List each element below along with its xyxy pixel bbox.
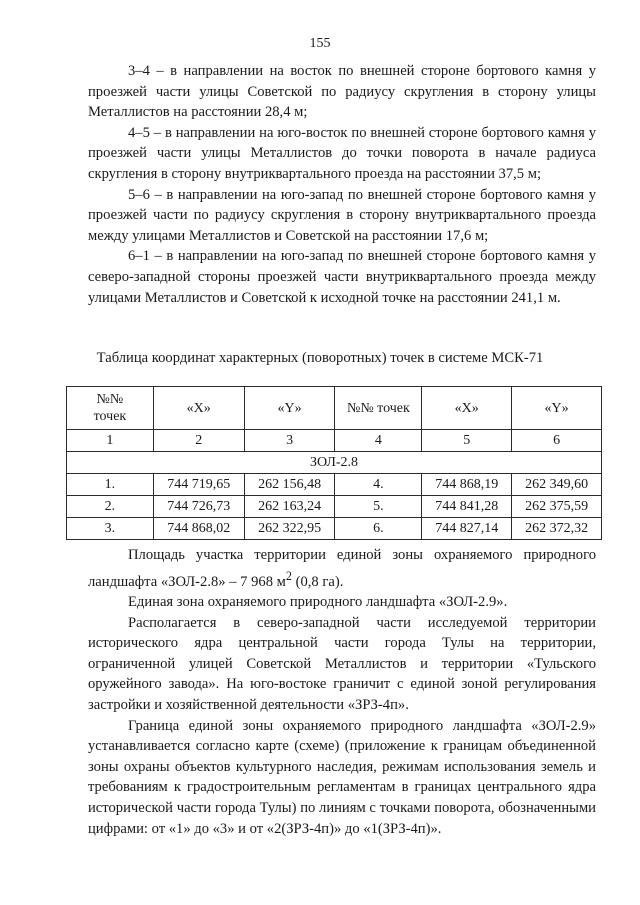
table-cell: 262 322,95	[244, 518, 335, 540]
table-cell: 744 868,02	[153, 518, 244, 540]
table-caption: Таблица координат характерных (поворотных) точек в системе МСК-71	[96, 350, 544, 366]
table-cell: 262 156,48	[244, 474, 335, 496]
page-number: 155	[309, 36, 331, 51]
table-cell: 262 372,32	[512, 518, 602, 540]
table-cell: 4.	[335, 474, 422, 496]
zone-row	[67, 452, 602, 474]
header-point-number-2: №№ точек	[335, 387, 422, 430]
header-point-number: №№ точек	[67, 387, 154, 430]
paragraph-segment-5-6: 5–6 – в направлении на юго-запад по внешней стороне бортового камня у проезжей части по радиусу скругления в сторону внутриквартального проезда между улицами Металлистов и Советской на расстоянии 17,6 м;	[88, 186, 596, 244]
column-number: 4	[335, 430, 422, 452]
column-number: 1	[67, 430, 154, 452]
boundary-description	[88, 61, 596, 308]
table-cell: 262 349,60	[512, 474, 602, 496]
column-number: 6	[512, 430, 602, 452]
header-y: «Y»	[244, 387, 335, 430]
header-x-2: «X»	[422, 387, 512, 430]
boundary-paragraph: Граница единой зоны охраняемого природного ландшафта «ЗОЛ-2.9» устанавливается согласно карте (схеме) (приложение к границам объединенной зоны охраны объектов культурного наследия, режимам использования земель и требованиям к градостроительным регламентам в границах центрального ядра исторической части города Тулы) по линиям с точками поворота, обозначенными цифрами: от «1» до «3» и от «2(ЗРЗ-4п)» до «1(ЗРЗ-4п)».	[88, 717, 596, 837]
table-cell: 744 827,14	[422, 518, 512, 540]
table-cell: 262 375,59	[512, 496, 602, 518]
table-cell: 5.	[335, 496, 422, 518]
paragraph-segment-4-5: 4–5 – в направлении на юго-восток по внешней стороне бортового камня у проезжей части улицы Металлистов до точки поворота в начале радиуса скругления в сторону внутриквартального проезда на расстоянии 37,5 м;	[88, 124, 596, 182]
table-cell: 744 841,28	[422, 496, 512, 518]
table-row	[67, 518, 602, 540]
table-cell: 744 719,65	[153, 474, 244, 496]
zone-description	[88, 545, 596, 839]
area-paragraph: Площадь участка территории единой зоны охраняемого природного ландшафта «ЗОЛ-2.8» – 7 968 $м^2$ (0,8 га).	[88, 547, 596, 590]
header-x: «X»	[153, 387, 244, 430]
table-cell: 744 726,73	[153, 496, 244, 518]
table-cell: 262 163,24	[244, 496, 335, 518]
paragraph-segment-6-1: 6–1 – в направлении на юго-запад по внешней стороне бортового камня у северо-западной стороны проезжей части внутриквартального проезда между улицами Металлистов и Советской к исходной точке на расстоянии 241,1 м.	[88, 248, 596, 306]
location-paragraph: Располагается в северо-западной части исследуемой территории исторического ядра центральной части города Тулы на территории, ограниченной улицей Советской Металлистов и территории «Тульского оружейного завода». На юго-востоке граничит с единой зоной регулирования застройки и хозяйственной деятельности «ЗРЗ-4п».	[88, 614, 596, 714]
table-cell: 744 868,19	[422, 474, 512, 496]
table-cell: 3.	[67, 518, 154, 540]
column-number: 3	[244, 430, 335, 452]
column-numbers-row	[67, 430, 602, 452]
paragraph-segment-3-4: 3–4 – в направлении на восток по внешней стороне бортового камня у проезжей части улицы Советской по радиусу скругления в сторону улицы Металлистов на расстоянии 28,4 м;	[88, 63, 596, 121]
table-header-row	[67, 387, 602, 430]
table-cell: 2.	[67, 496, 154, 518]
table-cell: 1.	[67, 474, 154, 496]
table-row	[67, 496, 602, 518]
column-number: 5	[422, 430, 512, 452]
header-y-2: «Y»	[512, 387, 602, 430]
table-row	[67, 474, 602, 496]
zone-label: ЗОЛ-2.8	[67, 452, 602, 474]
coordinates-table	[66, 386, 602, 540]
table-cell: 6.	[335, 518, 422, 540]
zone-title-paragraph: Единая зона охраняемого природного ландшафта «ЗОЛ-2.9».	[128, 594, 508, 611]
column-number: 2	[153, 430, 244, 452]
